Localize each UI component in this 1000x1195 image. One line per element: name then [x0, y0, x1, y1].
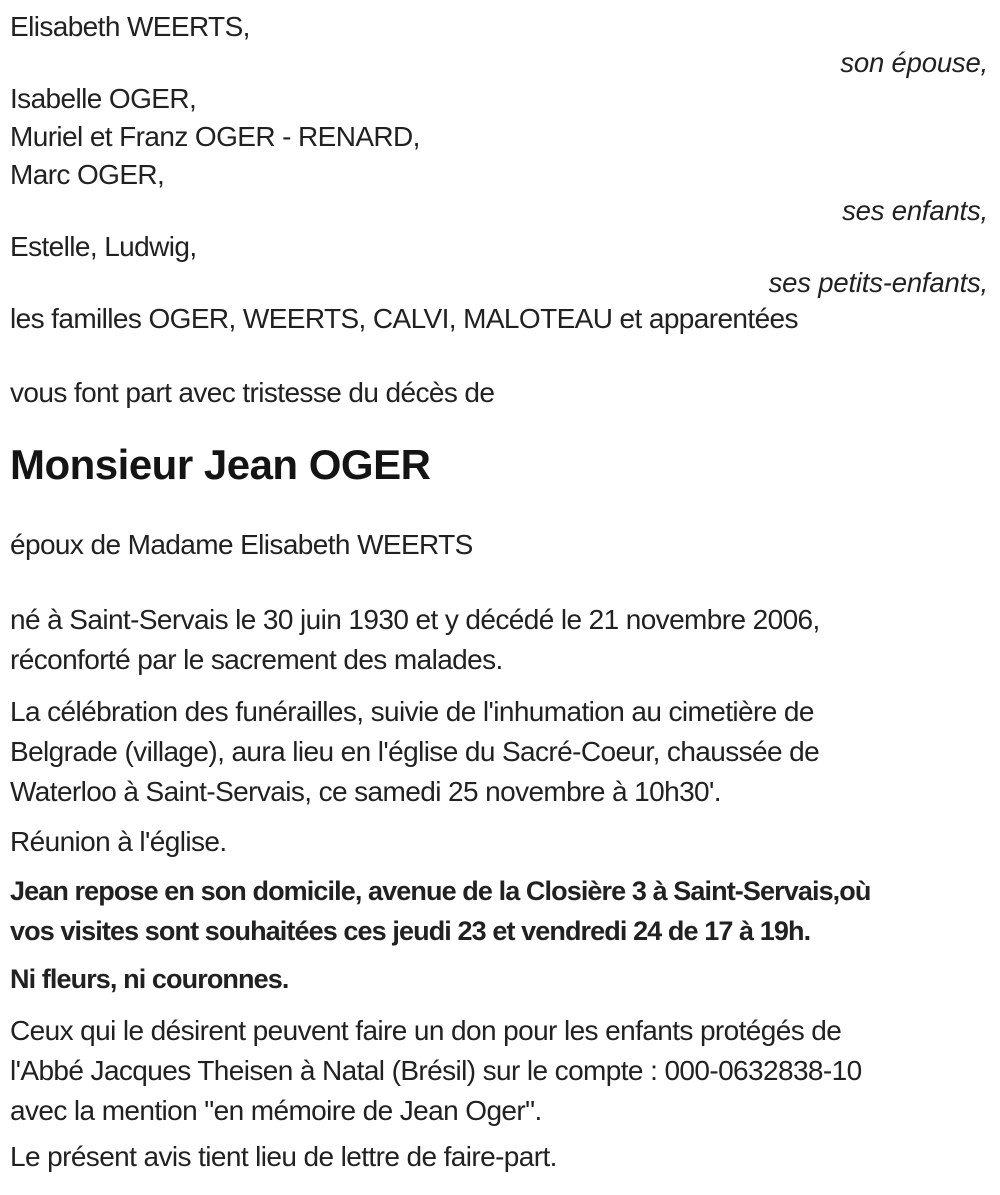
relative-name-line: Marc OGER, — [10, 159, 165, 190]
paragraph-line: vos visites sont souhaitées ces jeudi 23 et vendredi 24 de 17 à 19h. — [10, 916, 811, 946]
relative-name-line: Muriel et Franz OGER - RENARD, — [10, 121, 420, 152]
paragraph-line: né à Saint-Servais le 30 juin 1930 et y décédé le 21 novembre 2006, — [10, 604, 820, 635]
funeral-details-paragraph — [10, 692, 988, 812]
paragraph-line: Belgrade (village), aura lieu en l'église du Sacré-Coeur, chaussée de — [10, 736, 820, 767]
birth-death-paragraph — [10, 600, 988, 680]
death-notice-document — [10, 8, 988, 1177]
visitation-paragraph — [10, 871, 988, 951]
paragraph-line: avec la mention "en mémoire de Jean Oger". — [10, 1095, 542, 1126]
relation-label: ses enfants, — [842, 195, 988, 226]
relation-label: ses petits-enfants, — [768, 267, 988, 298]
relation-label: son épouse, — [840, 47, 988, 78]
spouse-line: époux de Madame Elisabeth WEERTS — [10, 529, 473, 560]
donation-paragraph — [10, 1011, 988, 1131]
deceased-name-heading: Monsieur Jean OGER — [10, 441, 431, 488]
paragraph-line: Le présent avis tient lieu de lettre de faire-part. — [10, 1141, 557, 1172]
no-flowers-paragraph — [10, 959, 988, 999]
intro-line: vous font part avec tristesse du décès de — [10, 377, 495, 408]
paragraph-line: Ni fleurs, ni couronnes. — [10, 964, 289, 994]
relative-name-line: Isabelle OGER, — [10, 83, 197, 114]
paragraph-line: Jean repose en son domicile, avenue de la Closière 3 à Saint-Servais,où — [10, 876, 871, 906]
relative-name-line: Estelle, Ludwig, — [10, 231, 197, 262]
relative-name-line: Elisabeth WEERTS, — [10, 11, 250, 42]
paragraph-line: l'Abbé Jacques Theisen à Natal (Brésil) sur le compte : 000-0632838-10 — [10, 1055, 862, 1086]
closing-paragraph — [10, 1137, 988, 1177]
families-line: les familles OGER, WEERTS, CALVI, MALOTEAU et apparentées — [10, 303, 798, 334]
paragraph-line: réconforté par le sacrement des malades. — [10, 644, 503, 675]
paragraph-line: La célébration des funérailles, suivie de l'inhumation au cimetière de — [10, 696, 814, 727]
paragraph-line: Waterloo à Saint-Servais, ce samedi 25 novembre à 10h30'. — [10, 776, 721, 807]
paragraph-line: Réunion à l'église. — [10, 826, 227, 857]
paragraph-line: Ceux qui le désirent peuvent faire un don pour les enfants protégés de — [10, 1015, 842, 1046]
meeting-paragraph — [10, 822, 988, 862]
